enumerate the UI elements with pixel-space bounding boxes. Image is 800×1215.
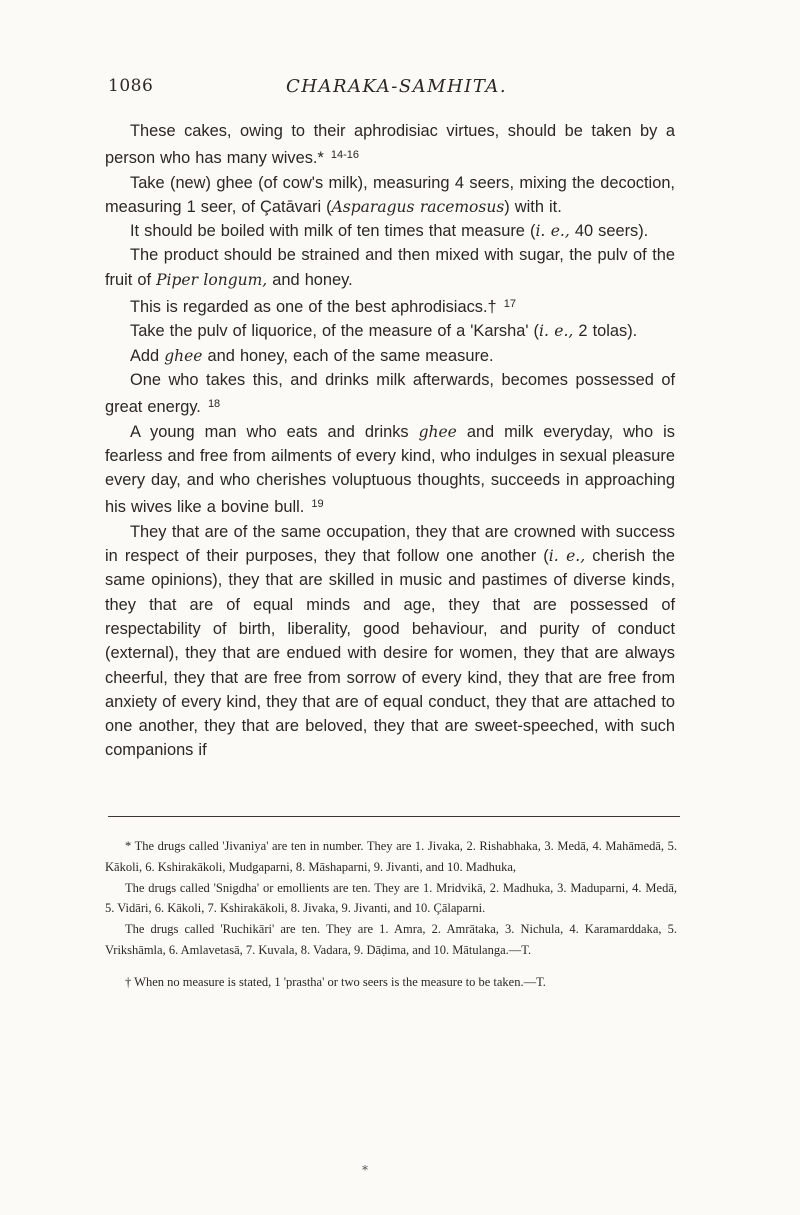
verse-ref: 19 <box>311 498 324 511</box>
footnote-divider <box>108 816 680 817</box>
footnote-dagger: † When no measure is stated, 1 'prastha' or two seers is the measure to be taken.—T. <box>125 974 546 989</box>
running-title: CHARAKA-SAMHITA. <box>286 76 508 97</box>
footnote-ruchikari: The drugs called 'Ruchikāri' are ten. They are 1. Amra, 2. Amrātaka, 3. Nichula, 4. Karamarddaka, 5. Vrikshāmla, 6. Amlavetasā, 7. Kuvala, 8. Vadara, 9. Dāḍima, and 10. Mātulanga.—T. <box>105 922 677 957</box>
printer-mark: * <box>362 1163 368 1177</box>
verse-ref: 18 <box>207 398 221 411</box>
paragraph-2: Take (new) ghee (of cow's milk), measuring 4 seers, mixing the decoction, measuring 1 seer, of Çatāvari (Asparagus racemosus) with it. <box>105 173 675 216</box>
page-header <box>108 76 678 100</box>
paragraph-9: A young man who eats and drinks ghee and milk everyday, who is fearless and free from ailments of every kind, who indulges in sexual pleasure every day, and who cherishes voluptuous thoughts, succeeds in approaching his wives like a bovine bull. $^{19}$ <box>105 422 675 517</box>
paragraph-8: One who takes this, and drinks milk afterwards, becomes possessed of great energy. $^{18}$ <box>105 370 675 417</box>
verse-ref: 14-16 <box>330 149 360 162</box>
paragraph-5: This is regarded as one of the best aphrodisiacs.† $^{17}$ <box>130 298 516 317</box>
paragraph-1: These cakes, owing to their aphrodisiac virtues, should be taken by a person who has many wives.* $^{14-16}$ <box>105 122 675 168</box>
page-number: 1086 <box>108 76 154 96</box>
paragraph-7: Add ghee and honey, each of the same measure. <box>130 346 494 365</box>
footnotes <box>105 836 677 993</box>
paragraph-6: Take the pulv of liquorice, of the measure of a 'Karsha' (i. e., 2 tolas). <box>130 322 638 341</box>
footnote-snigdha: The drugs called 'Snigdha' or emollients are ten. They are 1. Mridvikā, 2. Madhuka, 3. Maduparni, 4. Medā, 5. Vidāri, 6. Kākoli, 7. Kshirakākoli, 8. Jivaka, 9. Jivanti, and 10. Çālaparni. <box>105 880 677 916</box>
paragraph-3: It should be boiled with milk of ten times that measure (i. e., 40 seers). <box>130 222 649 241</box>
paragraph-4: The product should be strained and then mixed with sugar, the pulv of the fruit of Piper longum, and honey. <box>105 246 675 289</box>
verse-ref: 17 <box>503 298 516 311</box>
body-text <box>105 119 675 763</box>
footnote-jivaniya: * The drugs called 'Jivaniya' are ten in number. They are 1. Jivaka, 2. Rishabhaka, 3. Medā, 4. Mahāmedā, 5. Kākoli, 6. Kshirakākoli, Mudgaparni, 8. Māshaparni, 9. Jivanti, and 10. Madhuka, <box>105 839 677 874</box>
paragraph-10: They that are of the same occupation, they that are crowned with success in respect of their purposes, they that follow one another (i. e., cherish the same opinions), they that are skilled in music and pastimes of diverse kinds, they that are of equal minds and age, they that are possessed of respectability of birth, liberality, good behaviour, and purity of conduct (external), they that are endued with desire for women, they that are always cheerful, they that are free from sorrow of every kind, they that are free from anxiety of every kind, they that are of equal conduct, they that are attached to one another, they that are beloved, they that are sweet-speeched, with such companions if <box>105 522 676 760</box>
